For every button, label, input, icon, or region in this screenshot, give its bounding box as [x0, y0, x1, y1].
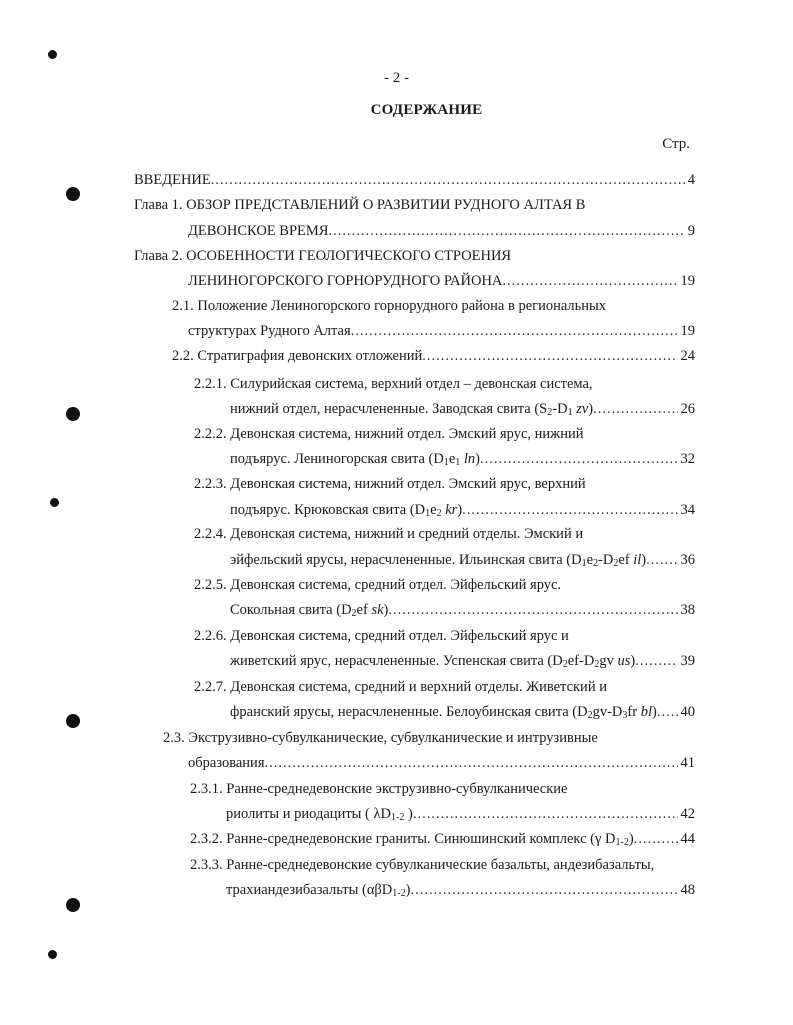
toc-entry-2-2-1[interactable]: [230, 400, 695, 418]
toc-entry-2-2-2[interactable]: [230, 450, 695, 468]
toc-entry-2-2-7[interactable]: [230, 703, 695, 721]
toc-entry-2-2-4[interactable]: [230, 551, 695, 569]
leader-dots: [211, 171, 685, 189]
toc-entry-2-2-5-title: 2.2.5. Девонская система, средний отдел. Эйфельский ярус.: [194, 577, 562, 593]
toc-entry-2-2-6[interactable]: [230, 652, 695, 670]
leader-dots: [413, 805, 678, 823]
toc-page-number: 36: [680, 552, 695, 568]
leader-dots: [593, 400, 677, 418]
toc-entry-title: нижний отдел, нерасчлененные. Заводская свита ($S_2-D_1$ zv): [230, 401, 594, 418]
toc-page-number: 32: [680, 451, 695, 467]
leader-dots: [634, 830, 678, 848]
leader-dots: [502, 272, 677, 290]
toc-entry-title: 2.3.2. Ранне-среднедевонские граниты. Синюшинский комплекс (γ $D_{1-2}$): [190, 831, 634, 848]
toc-entry-title: подъярус. Крюковская свита ($D_1e_2$ kr): [230, 502, 463, 519]
toc-entry-2-2-7-title: 2.2.7. Девонская система, средний и верхний отделы. Живетский и: [194, 679, 607, 695]
leader-dots: [480, 450, 677, 468]
toc-entry-title: трахиандезибазальты (αβD$_{1-2}$): [226, 882, 411, 899]
toc-entry-2-3-title: 2.3. Экструзивно-субвулканические, субвулканические и интрузивные: [163, 730, 598, 746]
toc-page-number: 24: [680, 348, 695, 364]
page-title: СОДЕРЖАНИЕ: [370, 102, 483, 118]
leader-dots: [265, 754, 678, 772]
toc-entry-2-3-1-title: 2.3.1. Ранне-среднедевонские экструзивно-субвулканические: [190, 781, 568, 797]
toc-entry-2-2-5[interactable]: [230, 601, 695, 619]
toc-page-number: 26: [680, 401, 695, 417]
toc-entry-chapter-2-title: Глава 2. ОСОБЕННОСТИ ГЕОЛОГИЧЕСКОГО СТРОЕНИЯ: [134, 248, 512, 264]
toc-entry-title: эйфельский ярусы, нерасчлененные. Ильинская свита ($D_1e_2-D_2ef$ il): [230, 552, 647, 569]
leader-dots: [388, 601, 677, 619]
toc-entry-2-2-1-title: 2.2.1. Силурийская система, верхний отдел – девонская система,: [194, 376, 593, 392]
toc-entry-2-3[interactable]: [188, 754, 695, 772]
toc-entry-2-2-3-title: 2.2.3. Девонская система, нижний отдел. Эмский ярус, верхний: [194, 476, 586, 492]
toc-entry-chapter-1-title: Глава 1. ОБЗОР ПРЕДСТАВЛЕНИЙ О РАЗВИТИИ РУДНОГО АЛТАЯ В: [134, 197, 586, 213]
leader-dots: [657, 703, 678, 721]
toc-page-number: 9: [687, 223, 695, 239]
toc-entry-2-2-3[interactable]: [230, 501, 695, 519]
toc-page-number: 48: [680, 882, 695, 898]
toc-entry-2-3-1[interactable]: [226, 805, 695, 823]
leader-dots: [646, 551, 677, 569]
toc-entry-title: образования: [188, 755, 265, 771]
toc-page-number: 44: [680, 831, 695, 847]
leader-dots: [351, 322, 678, 340]
toc-entry-title: подъярус. Лениногорская свита ($D_1e_1$ ln): [230, 451, 481, 468]
toc-page-number: 38: [680, 602, 695, 618]
toc-entry-2-1[interactable]: [188, 322, 695, 340]
toc-page-number: 34: [680, 502, 695, 518]
toc-entry-title: ЛЕНИНОГОРСКОГО ГОРНОРУДНОГО РАЙОНА: [188, 273, 503, 289]
page-number: - 2 -: [384, 70, 409, 86]
toc-entry-chapter-2[interactable]: [188, 272, 695, 290]
leader-dots: [462, 501, 677, 519]
toc-entry-2-2-4-title: 2.2.4. Девонская система, нижний и средний отделы. Эмский и: [194, 526, 584, 542]
toc-entry-chapter-1[interactable]: [188, 222, 695, 240]
toc-page-number: 41: [680, 755, 695, 771]
toc-entry-2-2[interactable]: [172, 347, 695, 365]
leader-dots: [328, 222, 684, 240]
toc-entry-2-2-2-title: 2.2.2. Девонская система, нижний отдел. Эмский ярус, нижний: [194, 426, 584, 442]
toc-entry-title: ВВЕДЕНИЕ: [134, 172, 211, 188]
toc-entry-title: Сокольная свита ($D_2ef$ sk): [230, 602, 389, 619]
toc-page-number: 4: [687, 172, 695, 188]
toc-entry-2-2-6-title: 2.2.6. Девонская система, средний отдел. Эйфельский ярус и: [194, 628, 569, 644]
toc-entry-title: живетский ярус, нерасчлененные. Успенская свита ($D_2ef-D_2gv$ us): [230, 653, 636, 670]
toc-page-number: 40: [680, 704, 695, 720]
toc-page-number: 19: [680, 273, 695, 289]
toc-entry-2-3-3-title: 2.3.3. Ранне-среднедевонские субвулканические базальты, андезибазальты,: [190, 857, 655, 873]
toc-entry-title: франский ярусы, нерасчлененные. Белоубинская свита ($D_2gv-D_3fr$ bl): [230, 704, 657, 721]
leader-dots: [422, 347, 677, 365]
toc-entry-title: 2.2. Стратиграфия девонских отложений: [172, 348, 423, 364]
toc-entry-2-3-2[interactable]: [190, 830, 695, 848]
toc-entry-title: структурах Рудного Алтая: [188, 323, 351, 339]
toc-entry-2-3-3[interactable]: [226, 881, 695, 899]
toc-entry-title: ДЕВОНСКОЕ ВРЕМЯ: [188, 223, 329, 239]
toc-page-number: 19: [680, 323, 695, 339]
toc-page-number: 42: [680, 806, 695, 822]
toc-entry-2-1-title: 2.1. Положение Лениногорского горнорудного района в региональных: [172, 298, 607, 314]
leader-dots: [410, 881, 677, 899]
page-column-header: Стр.: [662, 136, 690, 152]
toc-entry-intro[interactable]: [134, 171, 695, 189]
leader-dots: [635, 652, 677, 670]
toc-entry-title: риолиты и риодациты ( $\lambda D_{1-2}$ ): [226, 806, 413, 823]
toc-page-number: 39: [680, 653, 695, 669]
